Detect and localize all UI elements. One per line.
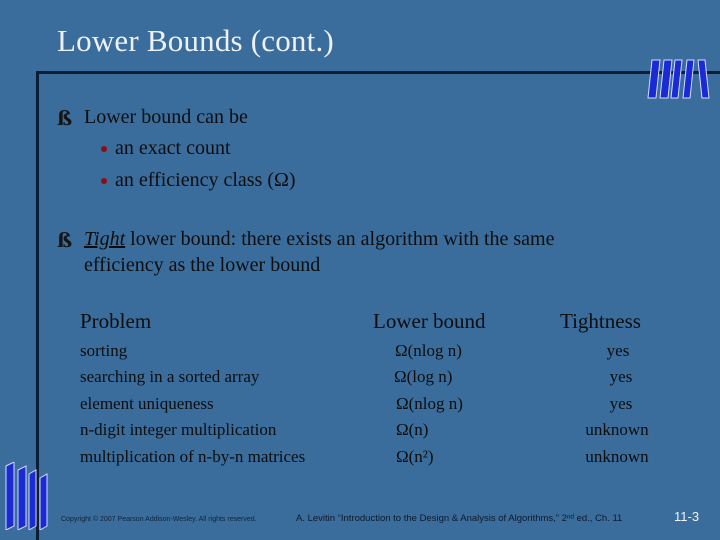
page-number: 11-3 <box>674 509 700 524</box>
sub-bullet-icon <box>101 178 107 184</box>
title-divider <box>36 71 720 74</box>
bound-cell: Ω(nlog n) <box>395 341 462 360</box>
sub-bullet-icon <box>101 146 107 152</box>
bullet-tight-lower-bound <box>84 226 704 278</box>
book-reference: A. Levitin “Introduction to the Design & Analysis of Algorithms,” 2ⁿᵈ ed., Ch. 11 <box>296 513 623 524</box>
bound-cell: Ω(n²) <box>396 447 434 466</box>
bullet-lower-bound: Lower bound can be <box>84 106 248 128</box>
sub-bullet-exact-count: an exact count <box>115 137 231 159</box>
problem-cell <box>80 420 276 440</box>
problem-cell-text: n-digit integer multiplication <box>80 420 277 439</box>
bound-cell: Ω(nlog n) <box>396 394 463 413</box>
bound-cell: Ω(log n) <box>394 367 453 386</box>
tightness-cell: unknown <box>585 447 649 466</box>
slide-title: Lower Bounds (cont.) <box>57 23 334 58</box>
b-bullet-icon: ß <box>57 228 73 252</box>
header-tightness: Tightness <box>560 309 641 333</box>
problem-cell: element uniqueness <box>80 394 214 413</box>
stripe-logo-icon <box>2 462 50 530</box>
header-problem: Problem <box>80 309 152 333</box>
tightness-cell: yes <box>606 341 630 360</box>
problem-cell: multiplication of n-by-n matrices <box>80 447 306 466</box>
stripe-logo-icon <box>646 54 714 102</box>
copyright-notice: Copyright © 2007 Pearson Addison-Wesley. All rights reserved. <box>61 516 257 523</box>
tightness-cell: yes <box>609 367 633 386</box>
problem-cell: sorting <box>80 341 128 360</box>
tight-term: Tight <box>84 228 126 250</box>
bound-cell: Ω(n) <box>396 420 429 439</box>
tightness-cell: yes <box>609 394 633 413</box>
tightness-cell: unknown <box>585 420 649 439</box>
bullet-tight-text-line2: efficiency as the lower bound <box>84 254 321 276</box>
problem-cell: searching in a sorted array <box>80 367 260 386</box>
sub-bullet-efficiency-class: an efficiency class (Ω) <box>115 169 296 191</box>
bullet-tight-text: lower bound: there exists an algorithm with the same <box>125 228 555 250</box>
header-lower-bound: Lower bound <box>373 309 486 333</box>
b-bullet-icon: ß <box>57 106 73 130</box>
